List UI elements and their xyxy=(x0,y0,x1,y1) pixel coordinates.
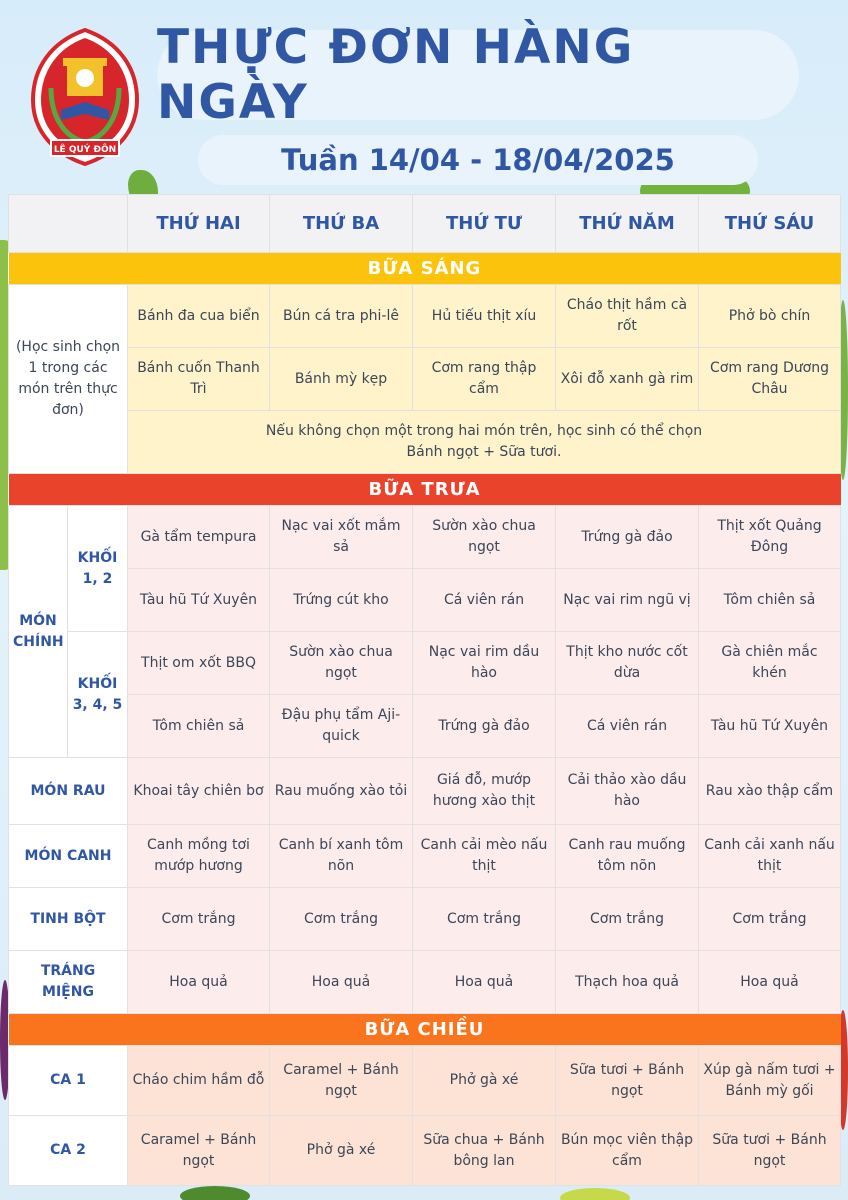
menu-cell: Caramel + Bánh ngọt xyxy=(128,1116,270,1186)
dessert-label: TRÁNG MIỆNG xyxy=(9,951,128,1014)
breakfast-side-note: (Học sinh chọn 1 trong các món trên thực đơn) xyxy=(9,285,128,474)
lunch-section-bar xyxy=(9,474,841,506)
school-logo xyxy=(31,28,139,166)
menu-cell: Bánh cuốn Thanh Trì xyxy=(128,348,270,411)
table-row xyxy=(9,411,841,474)
table-row xyxy=(9,506,841,569)
menu-cell: Canh bí xanh tôm nõn xyxy=(270,825,413,888)
menu-cell: Cháo thịt hầm cà rốt xyxy=(556,285,699,348)
menu-cell: Bún mọc viên thập cẩm xyxy=(556,1116,699,1186)
breakfast-title: BỮA SÁNG xyxy=(9,253,841,285)
menu-cell: Hoa quả xyxy=(270,951,413,1014)
menu-cell: Cá viên rán xyxy=(556,695,699,758)
table-row xyxy=(9,758,841,825)
menu-cell: Canh mồng tơi mướp hương xyxy=(128,825,270,888)
shift2-label: CA 2 xyxy=(9,1116,128,1186)
decor-vegetable xyxy=(180,1186,250,1200)
menu-cell: Thịt xốt Quảng Đông xyxy=(699,506,841,569)
menu-cell: Canh cải xanh nấu thịt xyxy=(699,825,841,888)
breakfast-section-bar xyxy=(9,253,841,285)
menu-cell: Cơm trắng xyxy=(413,888,556,951)
menu-cell: Bún cá tra phi-lê xyxy=(270,285,413,348)
menu-cell: Canh rau muống tôm nõn xyxy=(556,825,699,888)
afternoon-section-bar xyxy=(9,1014,841,1046)
menu-cell: Hoa quả xyxy=(413,951,556,1014)
page-title: THỰC ĐƠN HÀNG NGÀY xyxy=(157,20,635,130)
menu-table xyxy=(8,194,840,1186)
menu-cell: Cơm rang Dương Châu xyxy=(699,348,841,411)
menu-cell: Sữa tươi + Bánh ngọt xyxy=(556,1046,699,1116)
menu-cell: Cơm trắng xyxy=(270,888,413,951)
table-row xyxy=(9,348,841,411)
menu-cell: Giá đỗ, mướp hương xào thịt xyxy=(413,758,556,825)
corner-cell xyxy=(9,195,128,253)
menu-cell: Cá viên rán xyxy=(413,569,556,632)
menu-cell: Cháo chim hầm đỗ xyxy=(128,1046,270,1116)
menu-cell: Caramel + Bánh ngọt xyxy=(270,1046,413,1116)
menu-cell: Thịt kho nước cốt dừa xyxy=(556,632,699,695)
menu-cell: Canh cải mèo nấu thịt xyxy=(413,825,556,888)
day-header-row xyxy=(9,195,841,253)
menu-cell: Trứng gà đảo xyxy=(413,695,556,758)
group2-label: KHỐI 3, 4, 5 xyxy=(68,632,128,758)
table-row xyxy=(9,285,841,348)
menu-cell: Rau xào thập cẩm xyxy=(699,758,841,825)
menu-cell: Thạch hoa quả xyxy=(556,951,699,1014)
menu-cell: Khoai tây chiên bơ xyxy=(128,758,270,825)
shift1-label: CA 1 xyxy=(9,1046,128,1116)
menu-cell: Nạc vai rim dầu hào xyxy=(413,632,556,695)
day-monday: THỨ HAI xyxy=(128,195,270,253)
menu-cell: Hoa quả xyxy=(128,951,270,1014)
breakfast-note: Nếu không chọn một trong hai món trên, học sinh có thể chọn Bánh ngọt + Sữa tươi. xyxy=(128,411,841,474)
group1-label: KHỐI 1, 2 xyxy=(68,506,128,632)
starch-label: TINH BỘT xyxy=(9,888,128,951)
menu-cell: Sữa chua + Bánh bông lan xyxy=(413,1116,556,1186)
table-row xyxy=(9,632,841,695)
vegetable-label: MÓN RAU xyxy=(9,758,128,825)
title-banner xyxy=(157,20,799,130)
menu-cell: Sườn xào chua ngọt xyxy=(270,632,413,695)
logo-text: LÊ QUÝ ĐÔN xyxy=(53,145,117,155)
menu-cell: Tàu hũ Tứ Xuyên xyxy=(128,569,270,632)
menu-cell: Nạc vai rim ngũ vị xyxy=(556,569,699,632)
day-thursday: THỨ NĂM xyxy=(556,195,699,253)
afternoon-title: BỮA CHIỀU xyxy=(9,1014,841,1046)
table-row xyxy=(9,951,841,1014)
menu-cell: Trứng gà đảo xyxy=(556,506,699,569)
menu-cell: Xúp gà nấm tươi + Bánh mỳ gối xyxy=(699,1046,841,1116)
menu-cell: Phở gà xé xyxy=(270,1116,413,1186)
week-range: Tuần 14/04 - 18/04/2025 xyxy=(281,143,675,177)
main-dish-label: MÓN CHÍNH xyxy=(9,506,68,758)
table-row xyxy=(9,888,841,951)
menu-cell: Cơm rang thập cẩm xyxy=(413,348,556,411)
week-banner xyxy=(198,135,758,185)
day-wednesday: THỨ TƯ xyxy=(413,195,556,253)
menu-cell: Sườn xào chua ngọt xyxy=(413,506,556,569)
menu-cell: Gà tẩm tempura xyxy=(128,506,270,569)
menu-cell: Trứng cút kho xyxy=(270,569,413,632)
table-row xyxy=(9,825,841,888)
menu-cell: Hủ tiếu thịt xíu xyxy=(413,285,556,348)
soup-label: MÓN CANH xyxy=(9,825,128,888)
menu-cell: Cơm trắng xyxy=(128,888,270,951)
table-row xyxy=(9,1116,841,1186)
menu-cell: Bánh mỳ kẹp xyxy=(270,348,413,411)
menu-cell: Cơm trắng xyxy=(556,888,699,951)
menu-cell: Nạc vai xốt mắm sả xyxy=(270,506,413,569)
menu-cell: Rau muống xào tỏi xyxy=(270,758,413,825)
menu-cell: Gà chiên mắc khén xyxy=(699,632,841,695)
menu-cell: Tàu hũ Tứ Xuyên xyxy=(699,695,841,758)
menu-cell: Phở bò chín xyxy=(699,285,841,348)
menu-cell: Xôi đỗ xanh gà rim xyxy=(556,348,699,411)
menu-cell: Tôm chiên sả xyxy=(699,569,841,632)
table-row xyxy=(9,569,841,632)
table-row xyxy=(9,1046,841,1116)
menu-cell: Bánh đa cua biển xyxy=(128,285,270,348)
table-row xyxy=(9,695,841,758)
menu-cell: Cải thảo xào dầu hào xyxy=(556,758,699,825)
lunch-title: BỮA TRƯA xyxy=(9,474,841,506)
menu-cell: Thịt om xốt BBQ xyxy=(128,632,270,695)
menu-cell: Đậu phụ tẩm Aji-quick xyxy=(270,695,413,758)
day-tuesday: THỨ BA xyxy=(270,195,413,253)
decor-vegetable xyxy=(560,1188,630,1200)
day-friday: THỨ SÁU xyxy=(699,195,841,253)
menu-cell: Cơm trắng xyxy=(699,888,841,951)
menu-cell: Hoa quả xyxy=(699,951,841,1014)
menu-cell: Sữa tươi + Bánh ngọt xyxy=(699,1116,841,1186)
menu-cell: Phở gà xé xyxy=(413,1046,556,1116)
menu-cell: Tôm chiên sả xyxy=(128,695,270,758)
